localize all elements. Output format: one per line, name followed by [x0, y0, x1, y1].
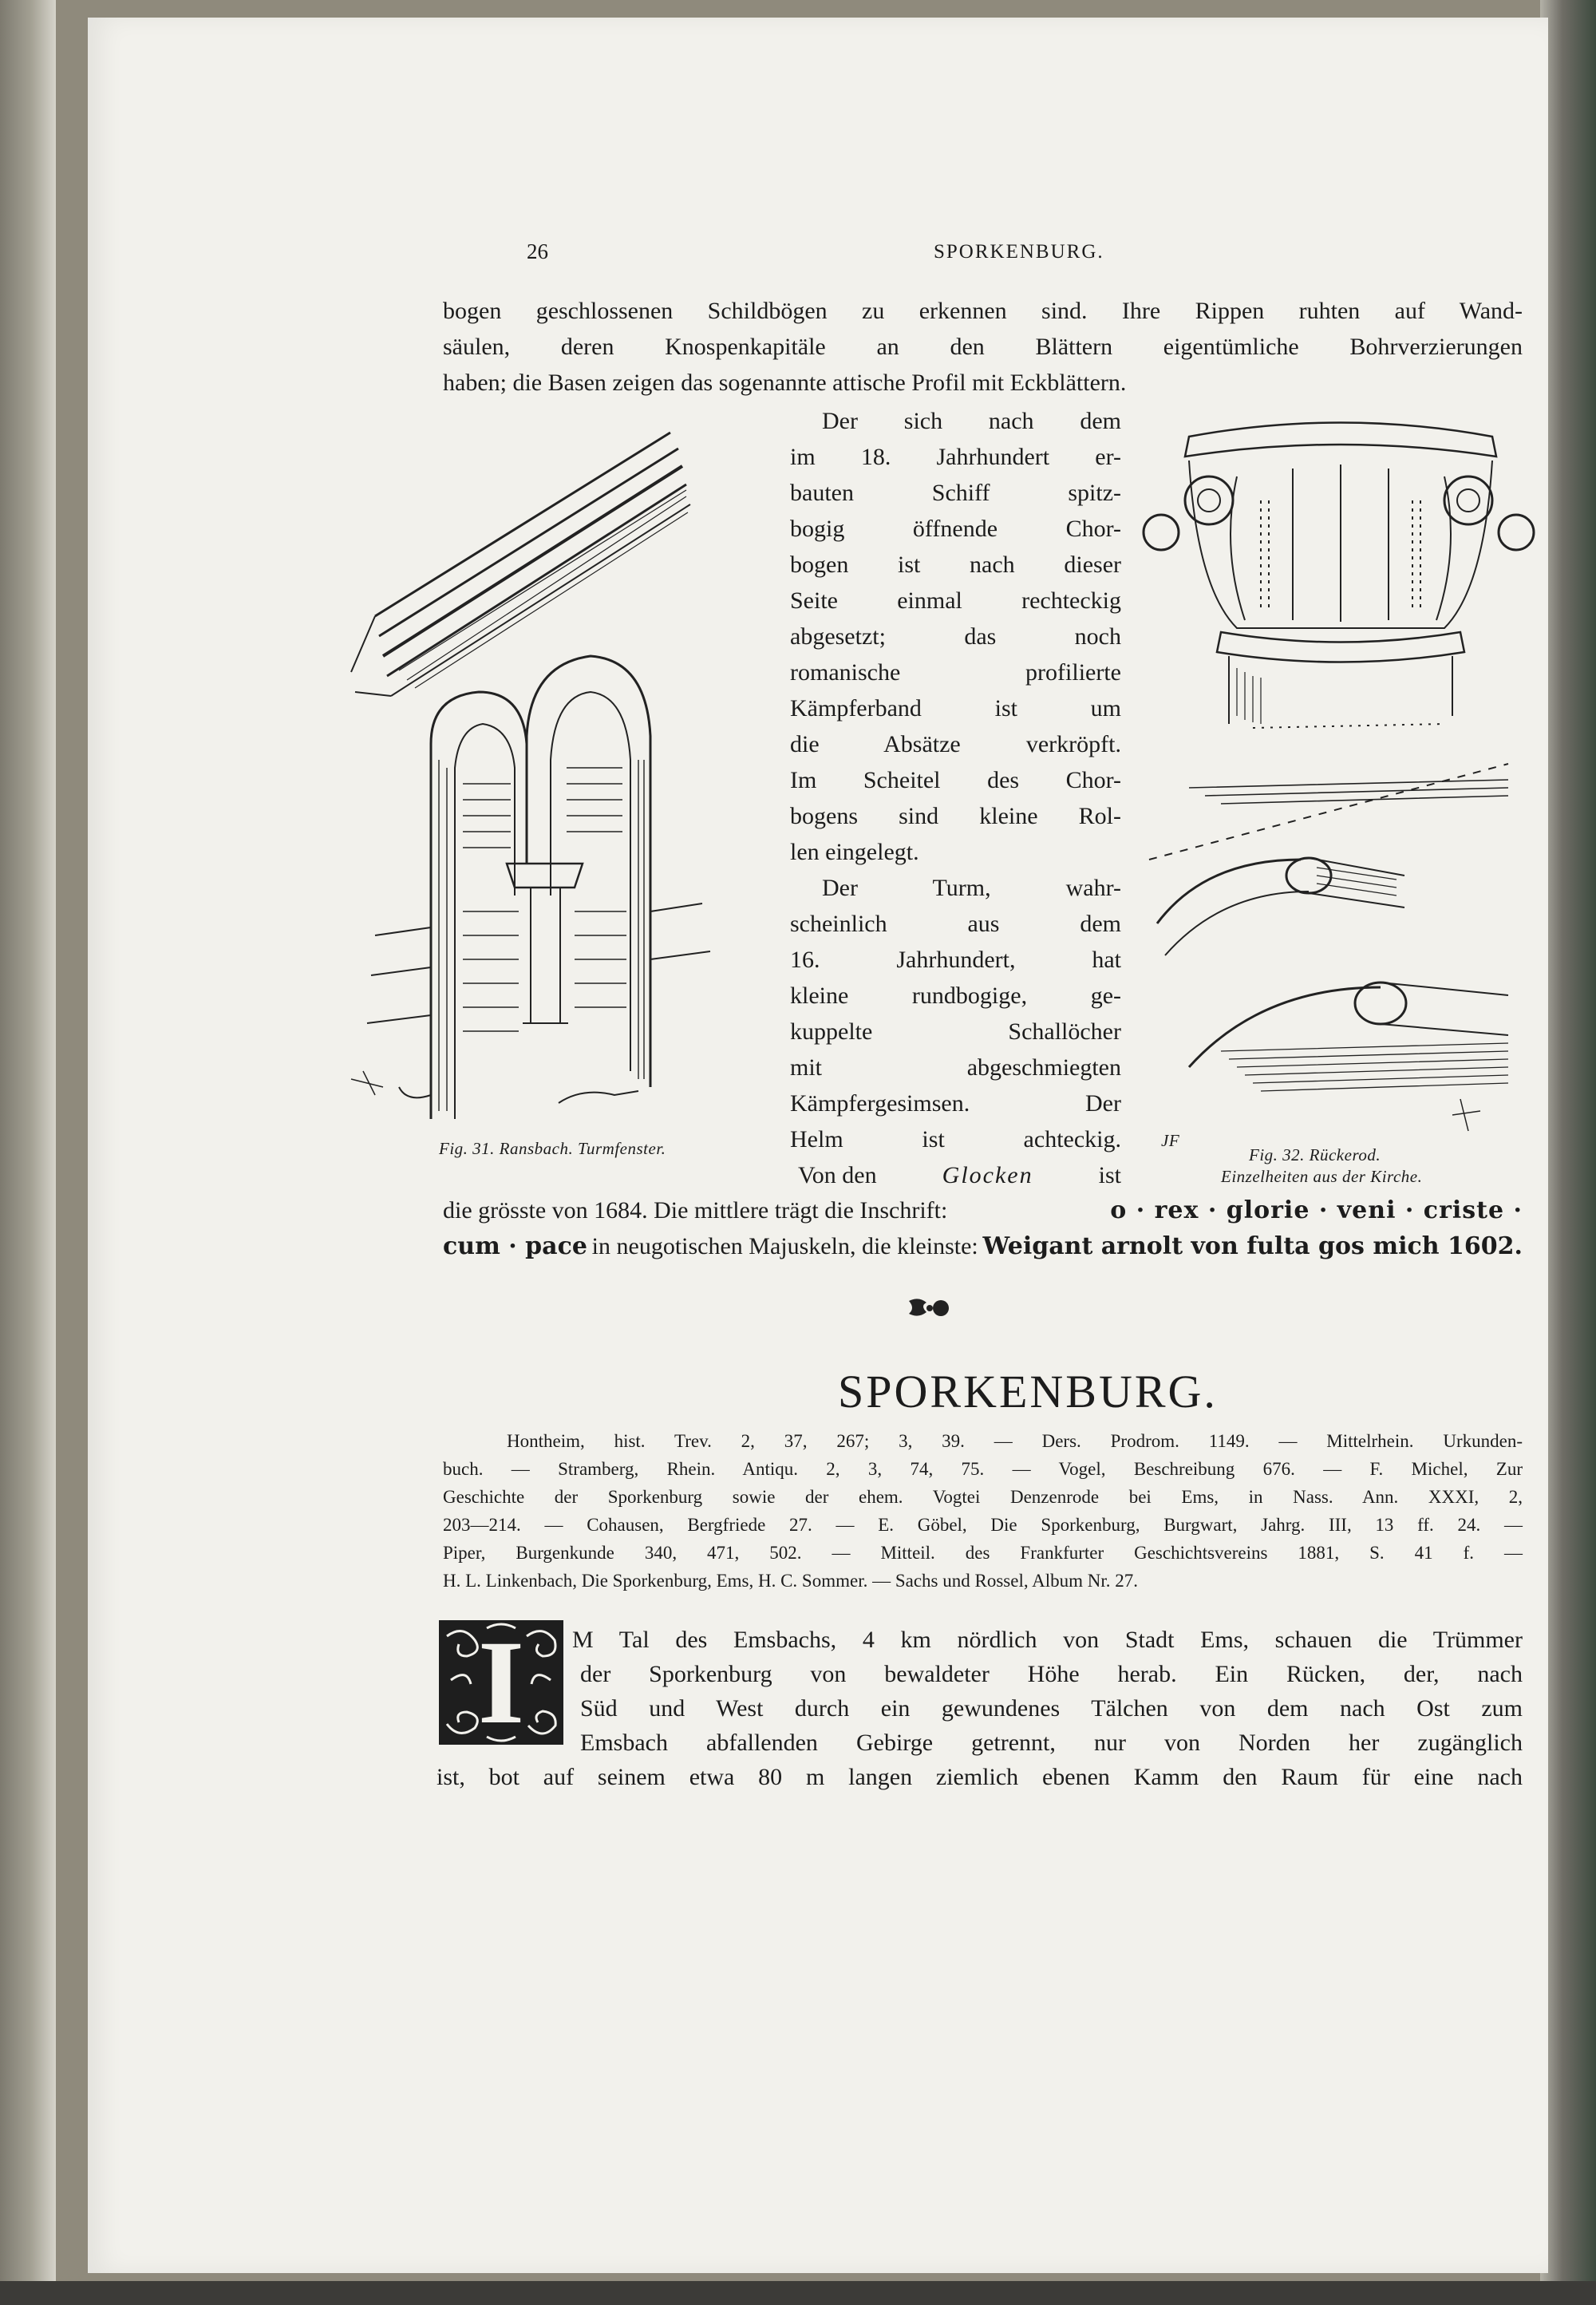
- column-line: Der sich nach dem: [822, 408, 1121, 434]
- bell-line2-inscription: cum · pace: [443, 1232, 587, 1260]
- column-line: mit abgeschmiegten: [790, 1054, 1121, 1081]
- fig32-caption-line2: Einzelheiten aus der Kirche.: [1221, 1167, 1423, 1186]
- reference-line: Piper, Burgenkunde 340, 471, 502. — Mitteil. des Frankfurter Geschichtsvereins 1881, S. 41 f. —: [443, 1543, 1523, 1563]
- running-title: SPORKENBURG.: [934, 241, 1104, 263]
- column-line: Der Turm, wahr-: [822, 875, 1121, 901]
- column-line: bogens sind kleine Rol-: [790, 803, 1121, 829]
- column-line: kleine rundbogige, ge-: [790, 982, 1121, 1009]
- fig32-church-details-illustration: [1141, 413, 1540, 1131]
- bell-line-1: [443, 1192, 1523, 1228]
- book-page: [88, 18, 1548, 2273]
- column-line: Im Scheitel des Chor-: [790, 767, 1121, 793]
- scan-bottom-edge: [0, 2281, 1596, 2305]
- references-block: [443, 1427, 1523, 1595]
- bell-line2-text: in neugotischen Majuskeln, die kleinste:: [591, 1233, 978, 1259]
- body-line-4: Emsbach abfallenden Gebirge getrennt, nur von Norden her zugänglich: [580, 1730, 1523, 1756]
- bell-line2-inscription-end: Weigant arnolt von fulta gos mich 1602.: [982, 1232, 1523, 1260]
- glocken-prefix: Von den: [798, 1162, 877, 1188]
- middle-text-column: [790, 403, 1121, 1193]
- column-line: bogen ist nach dieser: [790, 552, 1121, 578]
- fig32-monogram: JF: [1161, 1131, 1180, 1150]
- column-line: 16. Jahrhundert, hat: [790, 947, 1121, 973]
- reference-line: H. L. Linkenbach, Die Sporkenburg, Ems, H. C. Sommer. — Sachs und Rossel, Album Nr. 27.: [443, 1571, 1138, 1591]
- column-line: abgesetzt; das noch: [790, 623, 1121, 650]
- column-line: bogig öffnende Chor-: [790, 516, 1121, 542]
- fig31-tower-window-illustration: [351, 417, 766, 1135]
- column-line: die Absätze verkröpft.: [790, 731, 1121, 757]
- book-binding-left: [0, 0, 56, 2305]
- bell-line1-text: die grösste von 1684. Die mittlere trägt die Inschrift:: [443, 1197, 948, 1224]
- initial-letter: I: [477, 1616, 525, 1749]
- bell-line-2: [443, 1228, 1523, 1264]
- body-line-3: Süd und West durch ein gewundenes Tälchen von dem nach Ost zum: [580, 1695, 1523, 1722]
- glocken-emphasis: Glocken: [942, 1162, 1033, 1188]
- intro-line-3: haben; die Basen zeigen das sogenannte attische Profil mit Eckblättern.: [443, 370, 1127, 396]
- page-number: 26: [527, 239, 548, 263]
- column-line: Helm ist achteckig.: [790, 1126, 1121, 1152]
- column-line: Kämpfergesimsen. Der: [790, 1090, 1121, 1117]
- fig31-caption: Fig. 31. Ransbach. Turmfenster.: [439, 1139, 666, 1158]
- glocken-suffix: ist: [1098, 1162, 1121, 1188]
- column-line: Kämpferband ist um: [790, 695, 1121, 722]
- column-line: Seite einmal rechteckig: [790, 587, 1121, 614]
- column-line: bauten Schiff spitz-: [790, 480, 1121, 506]
- body-line-5: ist, bot auf seinem etwa 80 m langen ziemlich ebenen Kamm den Raum für eine nach: [437, 1764, 1523, 1790]
- intro-line-1: bogen geschlossenen Schildbögen zu erkennen sind. Ihre Rippen ruhten auf Wand-: [443, 298, 1523, 324]
- section-title: SPORKENBURG.: [838, 1366, 1218, 1417]
- column-line: kuppelte Schallöcher: [790, 1018, 1121, 1045]
- column-line: romanische profilierte: [790, 659, 1121, 686]
- reference-line: buch. — Stramberg, Rhein. Antiqu. 2, 3, 74, 75. — Vogel, Beschreibung 676. — F. Michel, Zur: [443, 1459, 1523, 1479]
- glocken-line: [790, 1157, 1121, 1193]
- column-line: len eingelegt.: [790, 839, 919, 865]
- reference-line: 203—214. — Cohausen, Bergfriede 27. — E. Göbel, Die Sporkenburg, Burgwart, Jahrg. III, 13 ff. 24. —: [443, 1515, 1523, 1535]
- bell-line1-inscription: o · rex · glorie · veni · criste ·: [1110, 1196, 1523, 1224]
- intro-line-2: säulen, deren Knospenkapitäle an den Blättern eigentümliche Bohrverzierungen: [443, 334, 1523, 360]
- ornament-fleuron-icon: [906, 1295, 954, 1322]
- fig32-caption-line1: Fig. 32. Rückerod.: [1249, 1145, 1381, 1164]
- reference-line: Hontheim, hist. Trev. 2, 37, 267; 3, 39. — Ders. Prodrom. 1149. — Mittelrhein. Urkunden-: [507, 1431, 1523, 1451]
- column-line: im 18. Jahrhundert er-: [790, 444, 1121, 470]
- body-line-1: M Tal des Emsbachs, 4 km nördlich von Stadt Ems, schauen die Trümmer: [572, 1627, 1523, 1653]
- column-line: scheinlich aus dem: [790, 911, 1121, 937]
- decorative-initial: [439, 1616, 563, 1749]
- book-binding-right: [1540, 0, 1596, 2305]
- body-line-2: der Sporkenburg von bewaldeter Höhe herab. Ein Rücken, der, nach: [580, 1661, 1523, 1687]
- reference-line: Geschichte der Sporkenburg sowie der ehem. Vogtei Denzenrode bei Ems, in Nass. Ann. XXXI, 2,: [443, 1487, 1523, 1507]
